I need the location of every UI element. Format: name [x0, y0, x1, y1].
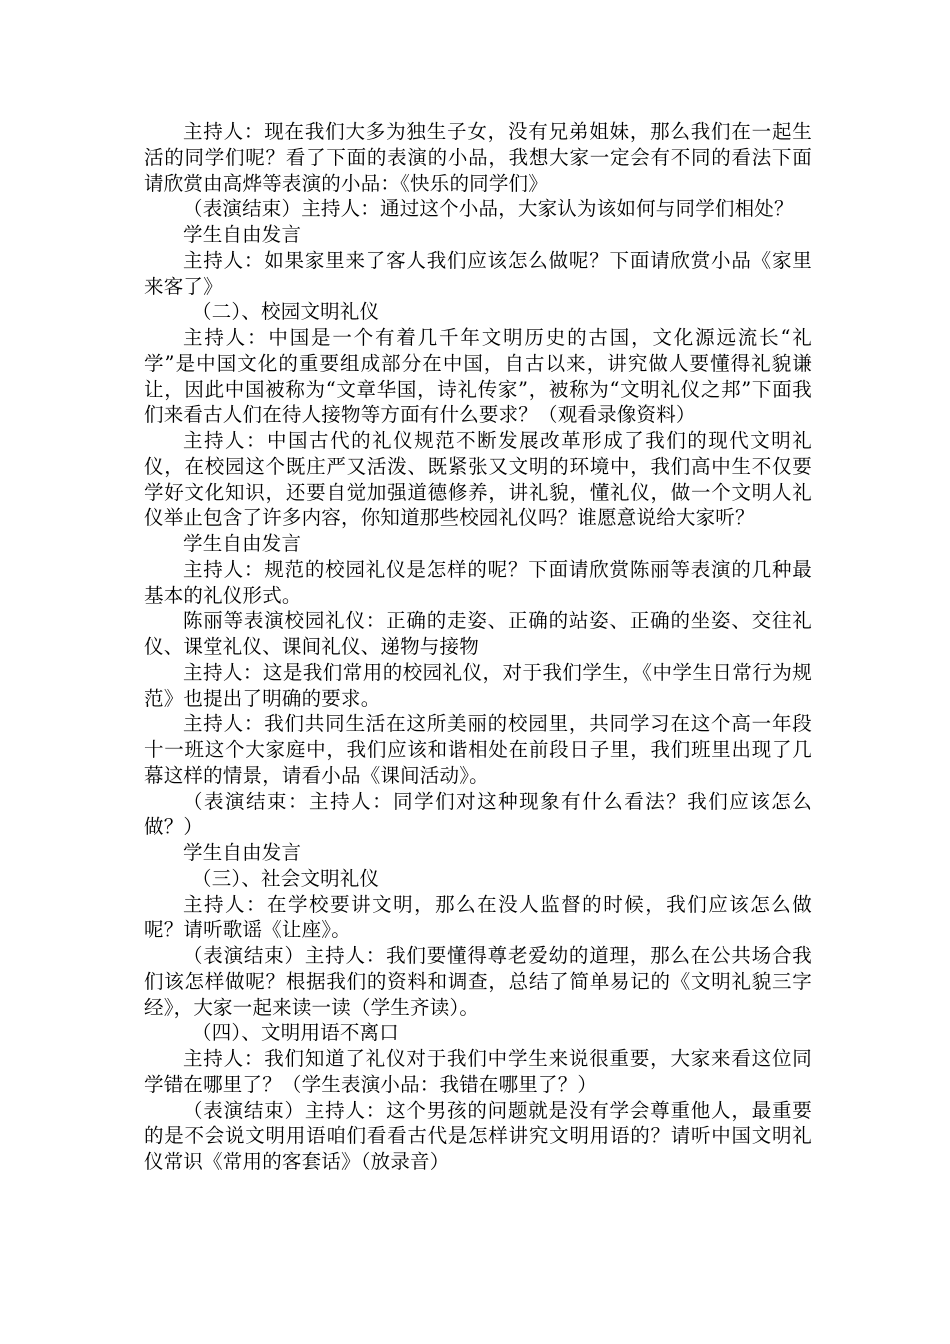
- paragraph: 主持人：在学校要讲文明，那么在没人监督的时候，我们应该怎么做呢？请听歌谣《让座》。: [144, 892, 812, 942]
- paragraph: 主持人：我们知道了礼仪对于我们中学生来说很重要，大家来看这位同学错在哪里了？（学生表演小品：我错在哪里了？）: [144, 1047, 812, 1096]
- paragraph: （表演结束）主持人：这个男孩的问题就是没有学会尊重他人，最重要的是不会说文明用语咱们看看古代是怎样讲究文明用语的？请听中国文明礼仪常识《常用的客套话》（放录音）: [144, 1098, 812, 1173]
- paragraph: 主持人：现在我们大多为独生子女，没有兄弟姐妹，那么我们在一起生活的同学们呢？看了下面的表演的小品，我想大家一定会有不同的看法下面请欣赏由高烨等表演的小品：《快乐的同学们》: [144, 120, 812, 195]
- document-body: [144, 119, 812, 1175]
- paragraph: 主持人：中国古代的礼仪规范不断发展改革形成了我们的现代文明礼仪，在校园这个既庄严又活泼、既紧张又文明的环境中，我们高中生不仅要学好文化知识，还要自觉加强道德修养，讲礼貌，懂礼仪，做一个文明人礼仪举止包含了许多内容，你知道那些校园礼仪吗？谁愿意说给大家听？: [144, 429, 812, 530]
- section-heading: （三）、社会文明礼仪: [192, 866, 380, 890]
- paragraph: 学生自由发言: [183, 532, 302, 555]
- paragraph: 主持人：如果家里来了客人我们应该怎么做呢？下面请欣赏小品《家里来客了》: [144, 248, 812, 298]
- section-heading: （二）、校园文明礼仪: [192, 300, 380, 324]
- paragraph: 主持人：这是我们常用的校园礼仪，对于我们学生，《中学生日常行为规范》也提出了明确的要求。: [144, 660, 812, 710]
- section-heading: （四）、文明用语不离口: [192, 1021, 399, 1045]
- paragraph: （表演结束：主持人：同学们对这种现象有什么看法？我们应该怎么做？）: [144, 789, 812, 839]
- paragraph: （表演结束）主持人：我们要懂得尊老爱幼的道理，那么在公共场合我们该怎样做呢？根据我们的资料和调查，总结了简单易记的《文明礼貌三字经》，大家一起来读一读（学生齐读）。: [144, 944, 812, 1019]
- paragraph: （表演结束）主持人：通过这个小品，大家认为该如何与同学们相处？: [183, 197, 794, 221]
- paragraph: 陈丽等表演校园礼仪：正确的走姿、正确的站姿、正确的坐姿、交往礼仪、课堂礼仪、课间礼仪、递物与接物: [144, 609, 812, 658]
- paragraph: 学生自由发言: [183, 841, 302, 864]
- paragraph: 主持人：我们共同生活在这所美丽的校园里，共同学习在这个高一年段十一班这个大家庭中，我们应该和谐相处在前段日子里，我们班里出现了几幕这样的情景，请看小品《课间活动》。: [144, 712, 812, 787]
- paragraph: 学生自由发言: [183, 223, 302, 246]
- paragraph: 主持人：规范的校园礼仪是怎样的呢？下面请欣赏陈丽等表演的几种最基本的礼仪形式。: [144, 557, 812, 607]
- paragraph: 主持人：中国是一个有着几千年文明历史的古国，文化源远流长“礼学”是中国文化的重要组成部分在中国，自古以来，讲究做人要懂得礼貌谦让，因此中国被称为“文章华国，诗礼传家”，被称为“文明礼仪之邦”下面我们来看古人们在待人接物等方面有什么要求？（观看录像资料）: [144, 326, 812, 427]
